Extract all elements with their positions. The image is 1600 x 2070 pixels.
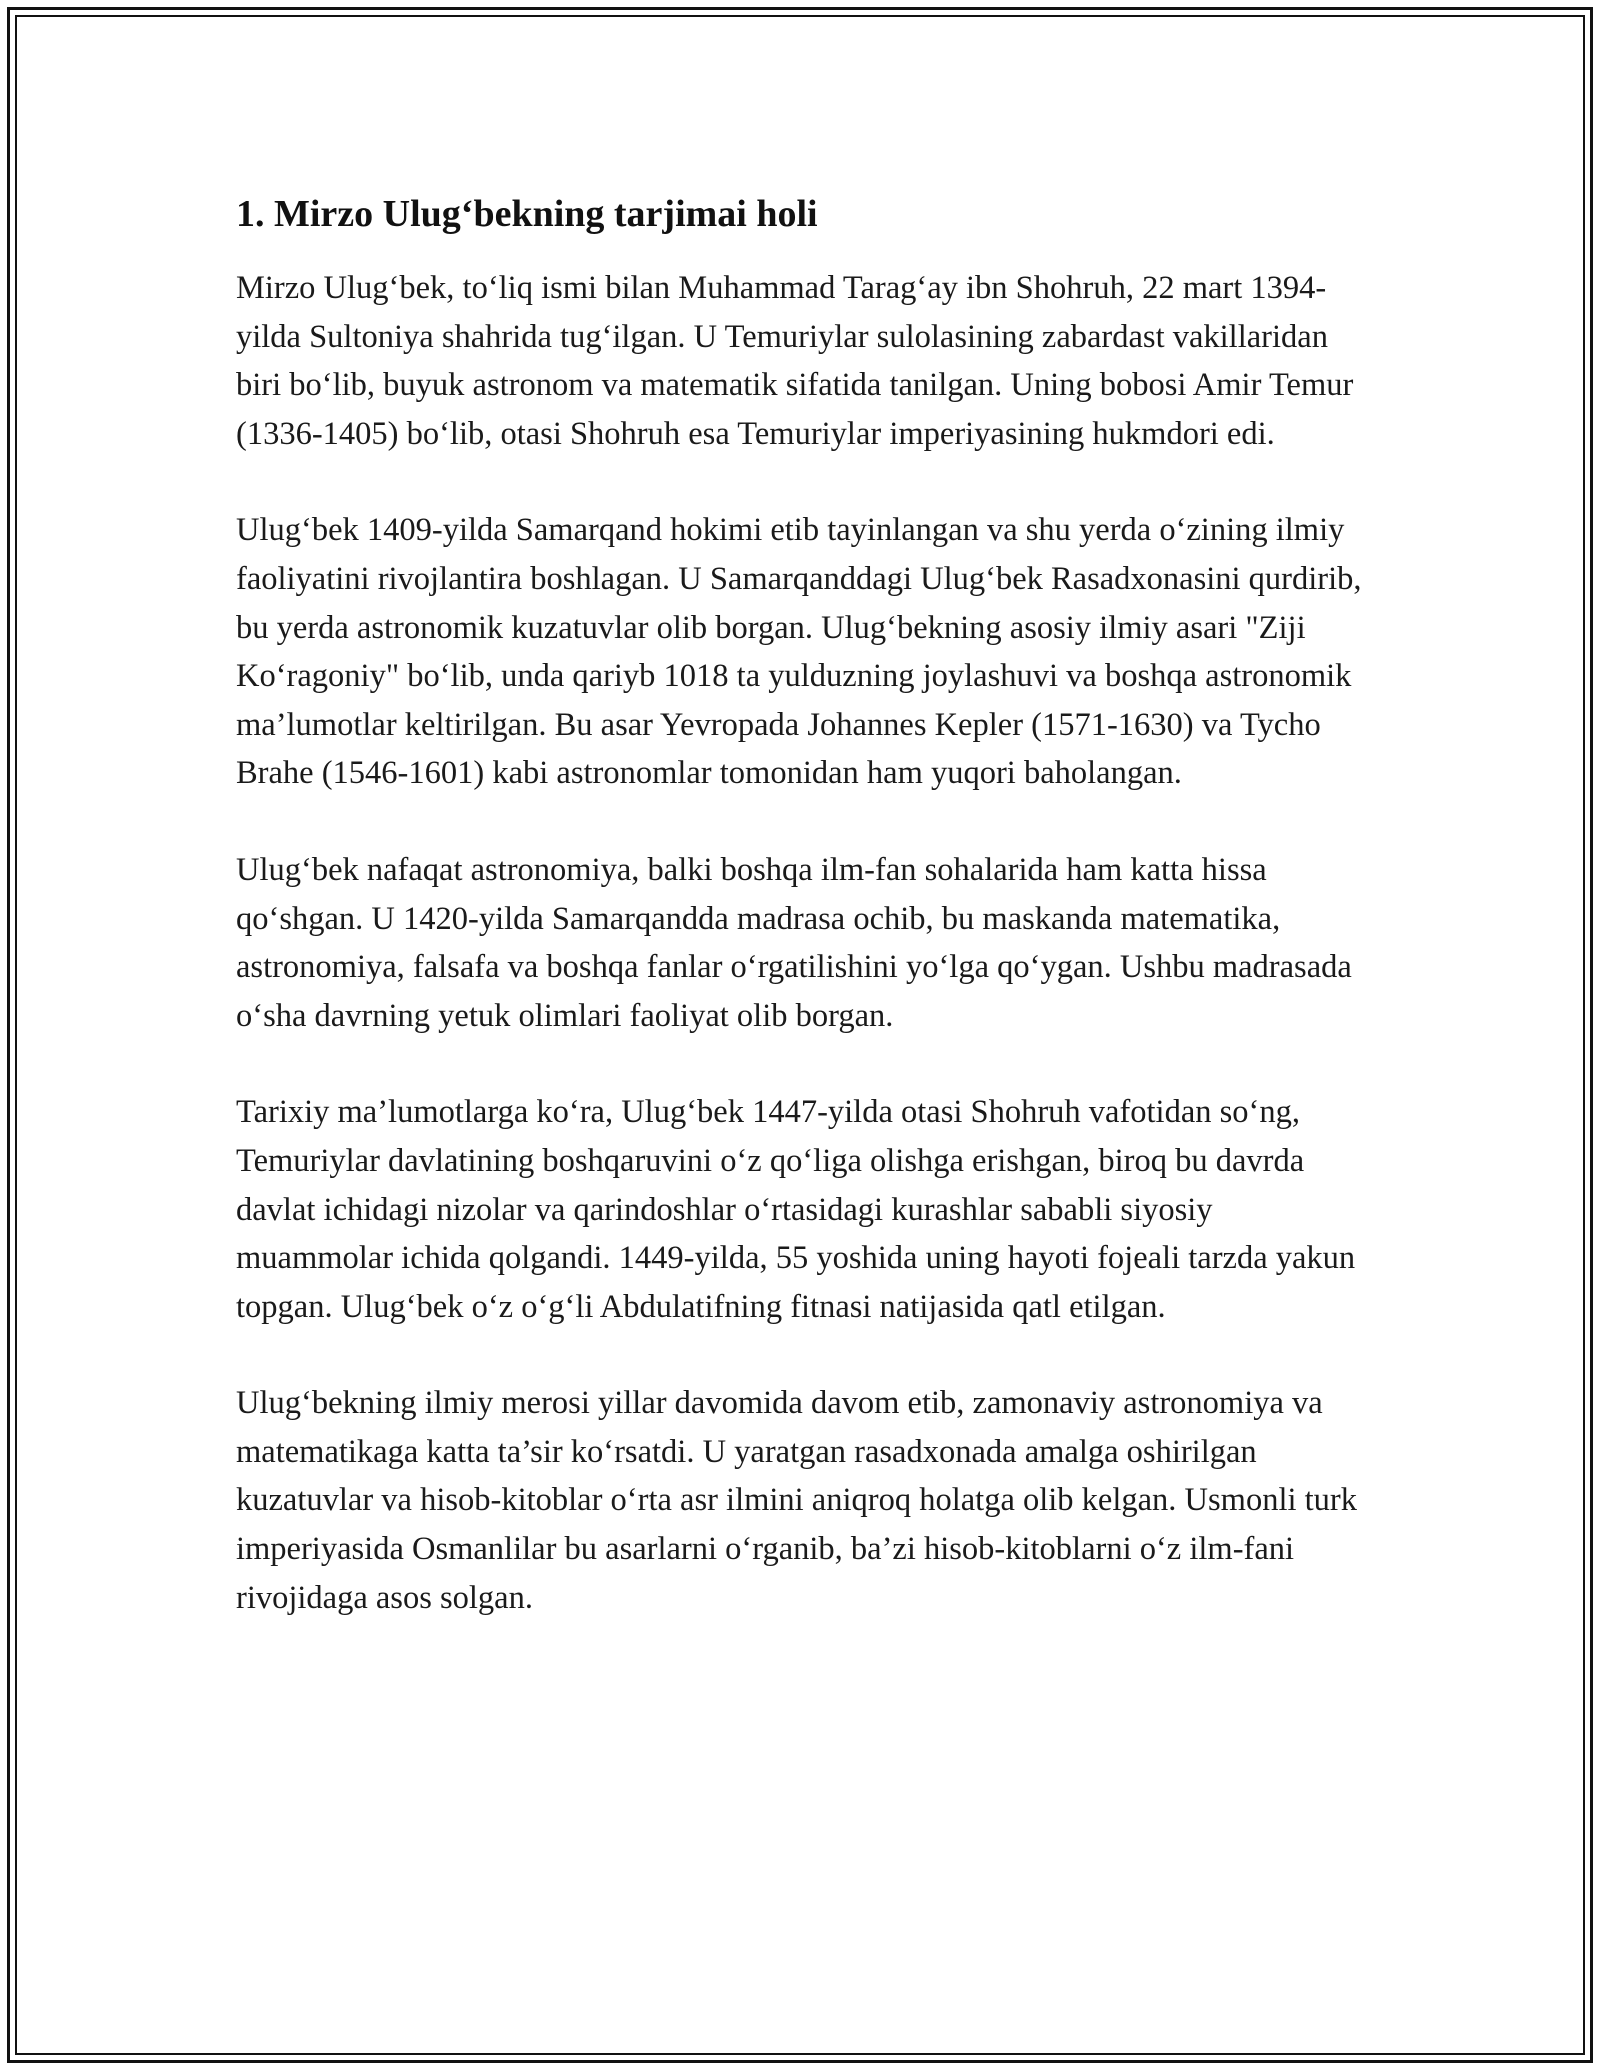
- paragraph-scientific-legacy: Ulug‘bekning ilmiy merosi yillar davomida davom etib, zamonaviy astronomiya va matematikaga katta ta’sir ko‘rsatdi. U yaratgan rasadxonada amalga oshirilgan kuzatuvlar va hisob-kitoblar o‘rta asr ilmini aniqroq holatga olib kelgan. Usmonli turk imperiyasida Osmanlilar bu asarlarni o‘rganib, ba’zi hisob-kitoblarni o‘z ilm-fani rivojidaga asos solgan.: [236, 1385, 1357, 1616]
- paragraph-reign-and-death: Tarixiy ma’lumotlarga ko‘ra, Ulug‘bek 1447-yilda otasi Shohruh vafotidan so‘ng, Temuriylar davlatining boshqaruvini o‘z qo‘liga olishga erishgan, biroq bu davrda davlat ichidagi nizolar va qarindoshlar o‘rtasidagi kurashlar sababli siyosiy muammolar ichida qolgandi. 1449-yilda, 55 yoshida uning hayoti fojeali tarzda yakun topgan. Ulug‘bek o‘z o‘g‘li Abdulatifning fitnasi natijasida qatl etilgan.: [236, 1094, 1356, 1325]
- paragraph-biography-intro: Mirzo Ulug‘bek, to‘liq ismi bilan Muhammad Tarag‘ay ibn Shohruh, 22 mart 1394-yilda Sultoniya shahrida tug‘ilgan. U Temuriylar sulolasining zabardast vakillaridan biri bo‘lib, buyuk astronom va matematik sifatida tanilgan. Uning bobosi Amir Temur (1336-1405) bo‘lib, otasi Shohruh esa Temuriylar imperiyasining hukmdori edi.: [236, 270, 1354, 452]
- paragraph-madrasa: Ulug‘bek nafaqat astronomiya, balki boshqa ilm-fan sohalarida ham katta hissa qo‘shgan. U 1420-yilda Samarqandda madrasa ochib, bu maskanda matematika, astronomiya, falsafa va boshqa fanlar o‘rgatilishini yo‘lga qo‘ygan. Ushbu madrasada o‘sha davrning yetuk olimlari faoliyat olib borgan.: [236, 851, 1352, 1034]
- paragraph-samarkand-observatory: Ulug‘bek 1409-yilda Samarqand hokimi etib tayinlangan va shu yerda o‘zining ilmiy faoliyatini rivojlantira boshlagan. U Samarqanddagi Ulug‘bek Rasadxonasini qurdirib, bu yerda astronomik kuzatuvlar olib borgan. Ulug‘bekning asosiy ilmiy asari "Ziji Ko‘ragoniy" bo‘lib, unda qariyb 1018 ta yulduzning joylashuvi va boshqa astronomik ma’lumotlar keltirilgan. Bu asar Yevropada Johannes Kepler (1571-1630) va Tycho Brahe (1546-1601) kabi astronomlar tomonidan ham yuqori baholangan.: [236, 512, 1362, 792]
- document-body: [236, 186, 1376, 1622]
- section-heading: 1. Mirzo Ulug‘bekning tarjimai holi: [236, 193, 818, 235]
